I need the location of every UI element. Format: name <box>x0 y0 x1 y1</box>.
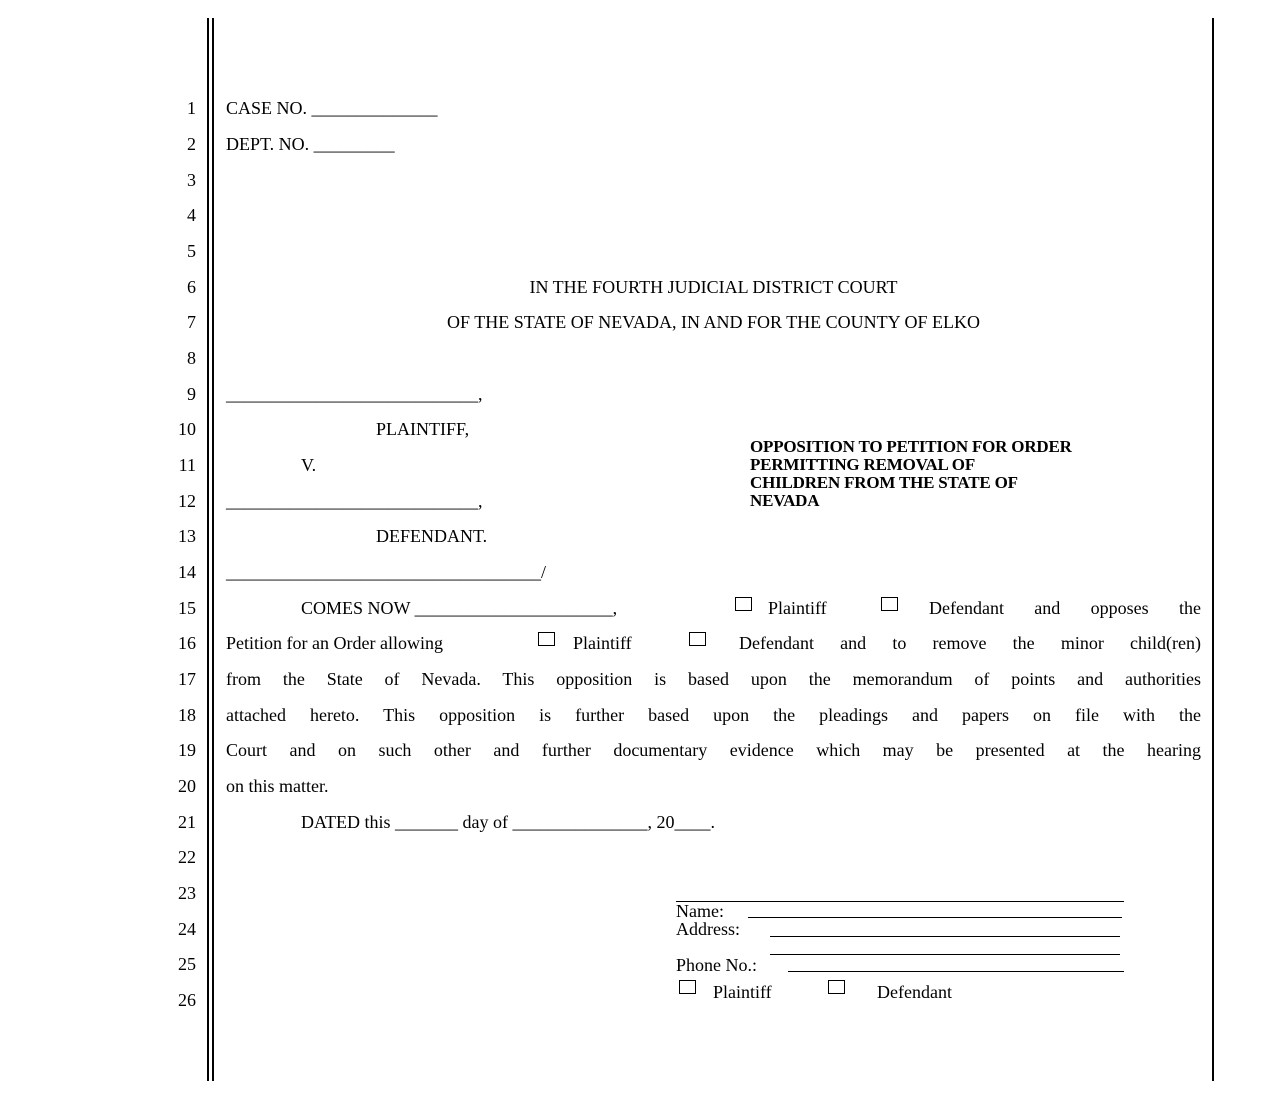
plaintiff-option-label: Plaintiff <box>768 598 827 618</box>
line-number: 9 <box>187 384 196 404</box>
right-margin-rule <box>1212 18 1214 1081</box>
defendant-label: DEFENDANT. <box>376 526 488 546</box>
defendant-checkbox[interactable] <box>881 595 902 615</box>
plaintiff-checkbox-2[interactable] <box>538 630 559 650</box>
checkbox-icon[interactable] <box>881 597 898 611</box>
line-number: 3 <box>187 170 196 190</box>
document-title-line: NEVADA <box>750 491 820 510</box>
checkbox-icon[interactable] <box>538 632 555 646</box>
line-number: 16 <box>178 633 196 653</box>
comes-now-line <box>301 598 617 618</box>
comes-now-text[interactable]: COMES NOW ______________________, <box>301 598 618 618</box>
left-margin-rule-outer <box>207 18 209 1081</box>
name-field[interactable] <box>748 917 1122 918</box>
defendant-name-field[interactable]: ____________________________, <box>226 491 483 511</box>
dept-number-field[interactable]: DEPT. NO. _________ <box>226 134 395 154</box>
document-title-line: CHILDREN FROM THE STATE OF <box>750 473 1018 492</box>
checkbox-icon[interactable] <box>735 597 752 611</box>
line-number: 2 <box>187 134 196 154</box>
line-number: 26 <box>178 990 196 1010</box>
document-title <box>750 438 1210 510</box>
address-field-2[interactable] <box>770 954 1120 955</box>
line-number: 23 <box>178 883 196 903</box>
body-paragraph-line: on this matter. <box>226 776 329 796</box>
line-number: 19 <box>178 740 196 760</box>
signature-plaintiff-checkbox[interactable] <box>679 978 700 998</box>
name-label: Name: <box>676 901 724 921</box>
signature-defendant-checkbox[interactable] <box>828 978 849 998</box>
document-title-line: PERMITTING REMOVAL OF <box>750 455 976 474</box>
defendant-checkbox-2[interactable] <box>689 630 710 650</box>
remove-children-text: Defendant and to remove the minor child(ren) <box>739 633 1201 653</box>
body-paragraph-line: from the State of Nevada. This opposition is based upon the memorandum of points and authorities <box>226 669 1201 689</box>
document-title-line: OPPOSITION TO PETITION FOR ORDER <box>750 437 1072 456</box>
line-number: 12 <box>178 491 196 511</box>
case-number-field[interactable]: CASE NO. ______________ <box>226 98 438 118</box>
line-number: 13 <box>178 526 196 546</box>
checkbox-icon[interactable] <box>689 632 706 646</box>
line-number: 17 <box>178 669 196 689</box>
dated-line[interactable]: DATED this _______ day of _______________, 20____. <box>301 812 715 832</box>
line-number: 8 <box>187 348 196 368</box>
line-number: 14 <box>178 562 196 582</box>
phone-field[interactable] <box>788 971 1124 972</box>
address-label: Address: <box>676 919 740 939</box>
defendant-opposes-text: Defendant and opposes the <box>929 598 1201 618</box>
line-number: 10 <box>178 419 196 439</box>
phone-label: Phone No.: <box>676 955 757 975</box>
line-number: 4 <box>187 205 196 225</box>
line-number: 24 <box>178 919 196 939</box>
left-margin-rule-inner <box>212 18 214 1081</box>
line-number: 18 <box>178 705 196 725</box>
plaintiff-label: PLAINTIFF, <box>376 419 470 439</box>
line-number: 15 <box>178 598 196 618</box>
plaintiff-checkbox[interactable] <box>735 595 756 615</box>
address-field[interactable] <box>770 936 1120 937</box>
line-number: 20 <box>178 776 196 796</box>
line-number: 21 <box>178 812 196 832</box>
court-jurisdiction: OF THE STATE OF NEVADA, IN AND FOR THE COUNTY OF ELKO <box>447 312 980 332</box>
caption-closing-line: ___________________________________/ <box>226 562 547 582</box>
signature-defendant-label: Defendant <box>877 982 952 1002</box>
line-number: 1 <box>187 98 196 118</box>
signature-plaintiff-label: Plaintiff <box>713 982 772 1002</box>
body-paragraph-line: Court and on such other and further documentary evidence which may be presented at the hearing <box>226 740 1201 760</box>
petition-allowing-text: Petition for an Order allowing <box>226 633 443 653</box>
checkbox-icon[interactable] <box>679 980 696 994</box>
versus-label: V. <box>301 455 317 475</box>
line-number: 6 <box>187 277 196 297</box>
line-number: 25 <box>178 954 196 974</box>
line-number: 22 <box>178 847 196 867</box>
body-paragraph-line: attached hereto. This opposition is further based upon the pleadings and papers on file with the <box>226 705 1201 725</box>
signature-line[interactable] <box>676 901 1124 902</box>
court-name: IN THE FOURTH JUDICIAL DISTRICT COURT <box>529 277 898 297</box>
line-number: 11 <box>178 455 196 475</box>
plaintiff-name-field[interactable]: ____________________________, <box>226 384 483 404</box>
plaintiff-option-label-2: Plaintiff <box>573 633 632 653</box>
line-number: 5 <box>187 241 196 261</box>
line-number: 7 <box>187 312 196 332</box>
checkbox-icon[interactable] <box>828 980 845 994</box>
